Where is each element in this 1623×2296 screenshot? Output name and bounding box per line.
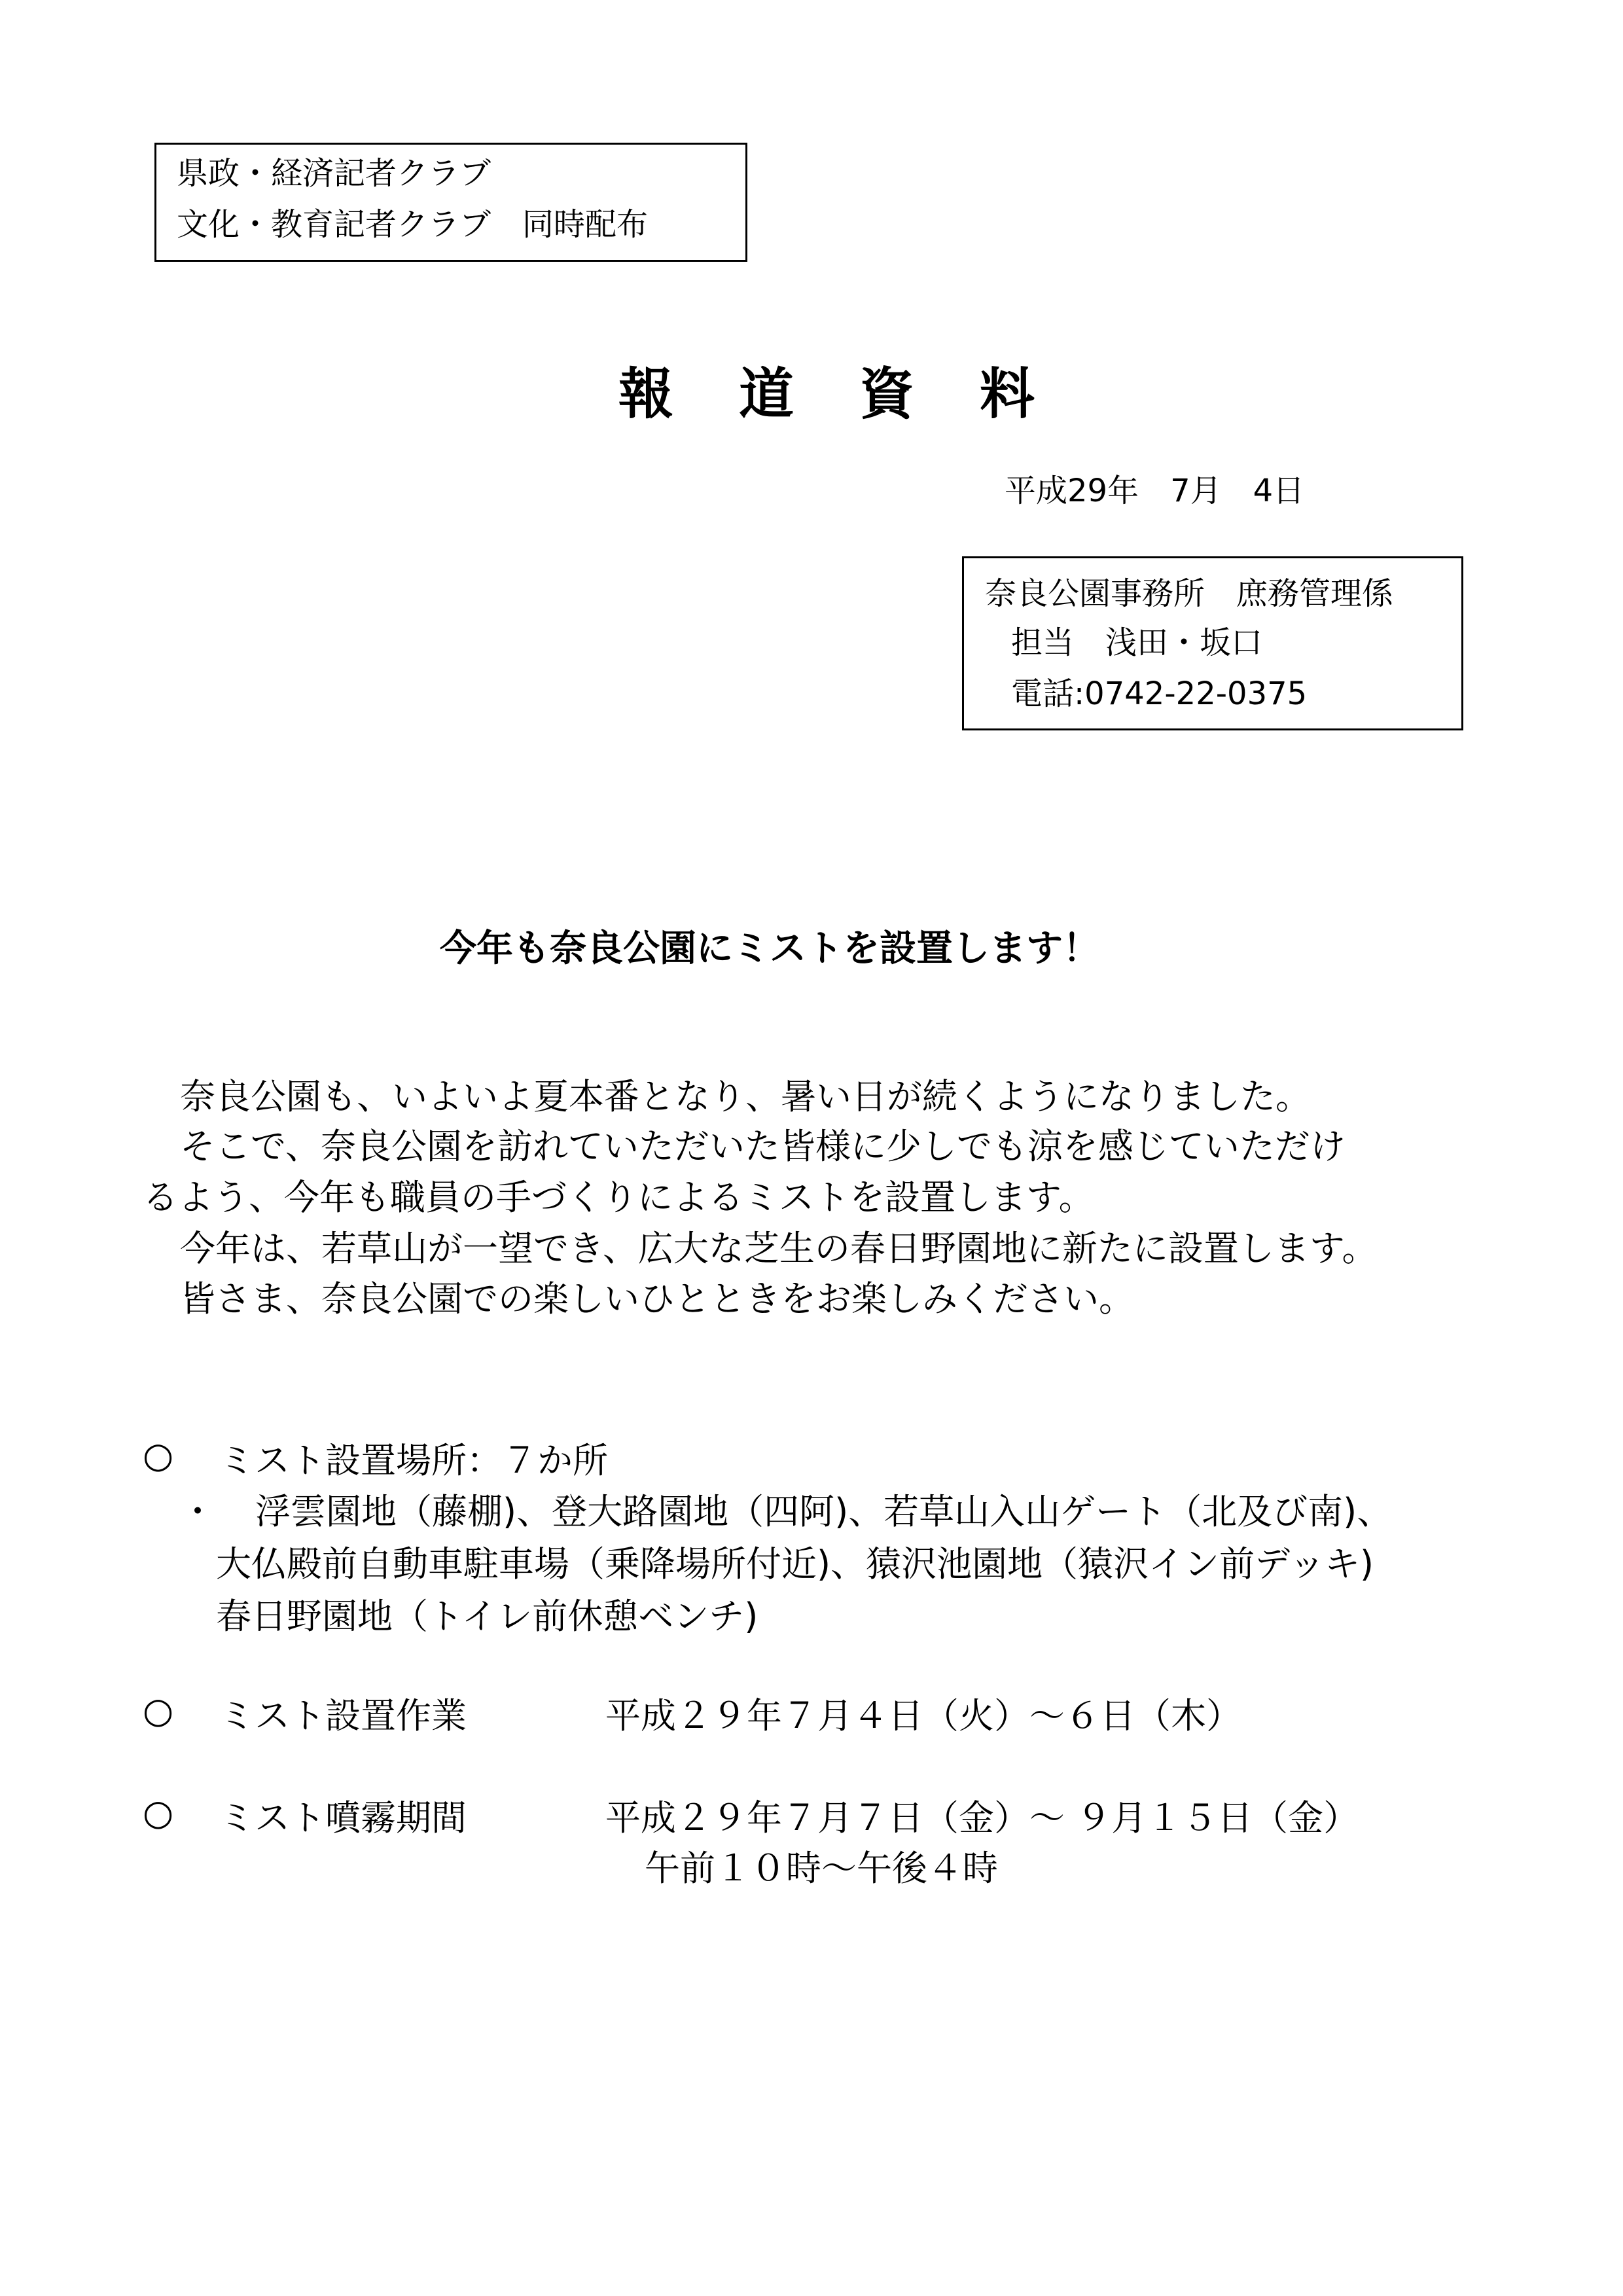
- period-label: ミスト噴霧期間: [219, 1797, 467, 1839]
- issue-date: 平成29年 7月 4日: [1005, 473, 1305, 509]
- distribution-line-2: 文化・教育記者クラブ 同時配布: [177, 206, 649, 243]
- contact-phone: 電話:0742-22-0375: [1011, 675, 1308, 712]
- distribution-line-1: 県政・経済記者クラブ: [177, 155, 491, 192]
- body-line-3: るよう、今年も職員の手づくりによるミストを設置します。: [143, 1177, 1094, 1218]
- work-value: 平成２９年７月４日（火）～６日（木）: [605, 1695, 1241, 1736]
- headline: 今年も奈良公園にミストを設置します！: [440, 927, 1099, 970]
- contact-office: 奈良公園事務所 庶務管理係: [985, 575, 1394, 612]
- body-line-5: 皆さま、奈良公園での楽しいひとときをお楽しみください。: [180, 1278, 1134, 1319]
- locations-bullet: ・: [180, 1491, 215, 1532]
- work-label: ミスト設置作業: [219, 1695, 467, 1736]
- body-line-1: 奈良公園も、いよいよ夏本番となり、暑い日が続くようになりました。: [180, 1076, 1311, 1117]
- period-hours: 午前１０時～午後４時: [645, 1848, 998, 1889]
- period-value: 平成２９年７月７日（金）～ ９月１５日（金）: [605, 1797, 1359, 1839]
- locations-label: ミスト設置場所：７か所: [219, 1440, 608, 1481]
- list-marker-3: ○: [143, 1792, 174, 1833]
- body-line-2: そこで、奈良公園を訪れていただいた皆様に少しでも涼を感じていただけ: [180, 1126, 1346, 1167]
- list-marker-1: ○: [143, 1435, 174, 1476]
- locations-line-2: 大仏殿前自動車駐車場（乗降場所付近)、猿沢池園地（猿沢イン前デッキ): [216, 1543, 1374, 1585]
- locations-line-1: 浮雲園地（藤棚)、登大路園地（四阿)、若草山入山ゲート（北及び南)、: [255, 1491, 1393, 1532]
- locations-line-3: 春日野園地（トイレ前休憩ベンチ): [216, 1596, 758, 1637]
- list-marker-2: ○: [143, 1690, 174, 1731]
- body-line-4: 今年は、若草山が一望でき、広大な芝生の春日野園地に新たに設置します。: [180, 1228, 1378, 1269]
- page-title: 報道資料: [618, 362, 1101, 426]
- contact-person: 担当 浅田・坂口: [1011, 624, 1263, 661]
